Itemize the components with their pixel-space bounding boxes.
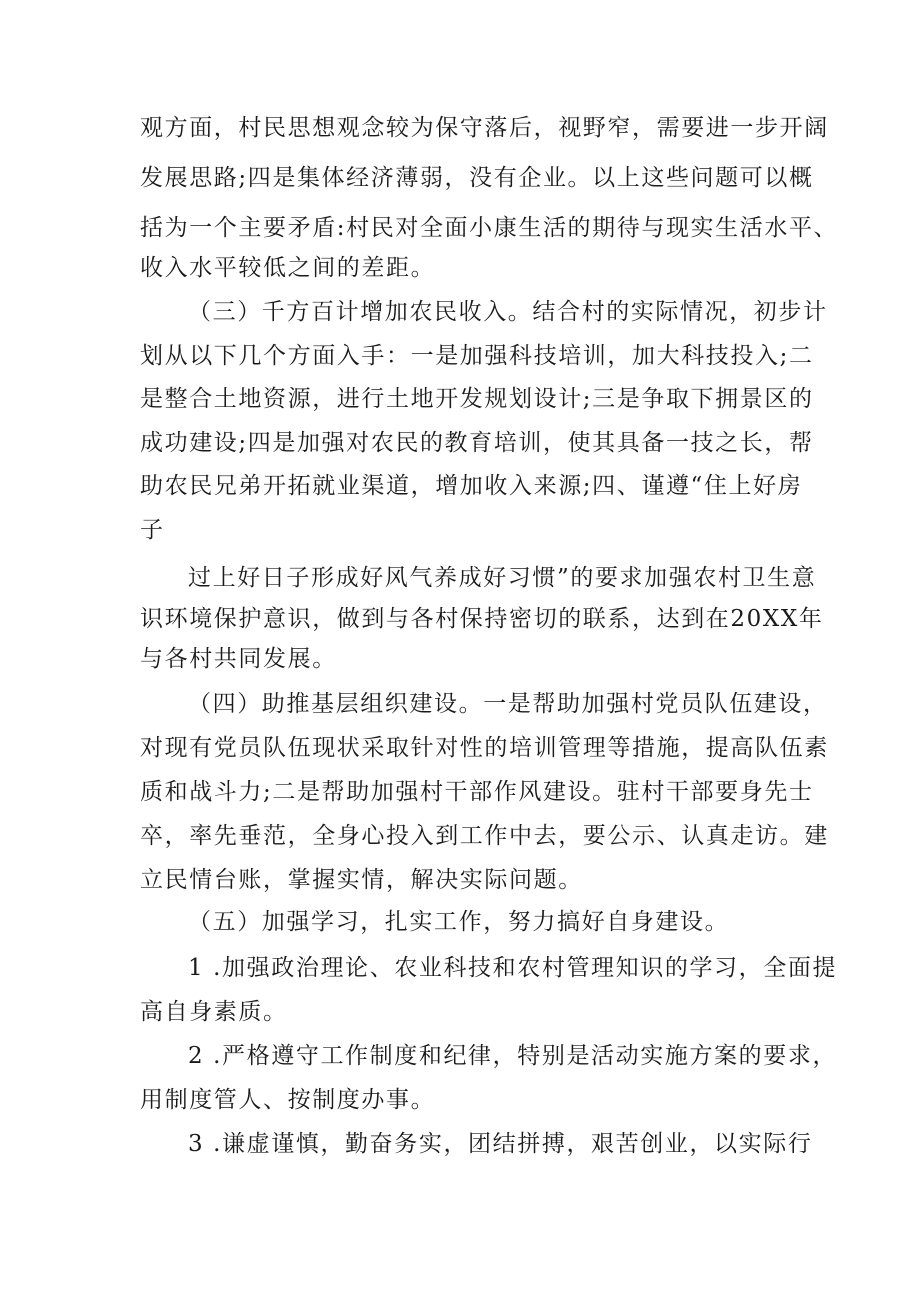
text-line: 发展思路;四是集体经济薄弱，没有企业。以上这些问题可以概 [140,165,814,191]
text-line: 立民情台账，掌握实情，解决实际问题。 [140,867,583,893]
paragraph-heading-4: （四）助推基层组织建设。一是帮助加强村党员队伍建设， [188,691,828,717]
text-line: 过上好日子形成好风气养成好习惯”的要求加强农村卫生意 [188,565,817,591]
list-item-3: 3 .谦虚谨慎，勤奋务实，团结拼搏，艰苦创业，以实际行 [188,1131,813,1157]
paragraph-heading-3: （三）千方百计增加农民收入。结合村的实际情况，初步计 [188,299,828,325]
text-line: 成功建设;四是加强对农民的教育培训，使其具备一技之长，帮 [140,430,814,456]
text-line: 收入水平较低之间的差距。 [140,255,436,281]
list-item-2: 2 .严格遵守工作制度和纪律，特别是活动实施方案的要求， [188,1043,838,1069]
paragraph-heading-5: （五）加强学习，扎实工作，努力搞好自身建设。 [188,909,730,935]
text-line: 括为一个主要矛盾:村民对全面小康生活的期待与现实生活水平、 [140,215,839,241]
list-item-1: 1 .加强政治理论、农业科技和农村管理知识的学习，全面提 [188,955,838,981]
text-line: 用制度管人、按制度办事。 [140,1087,436,1113]
text-line: 助农民兄弟开拓就业渠道，增加收入来源;四、谨遵“住上好房 [140,473,803,499]
text-line: 质和战斗力;二是帮助加强村干部作风建设。驻村干部要身先士 [140,779,814,805]
text-line: 观方面，村民思想观念较为保守落后，视野窄，需要进一步开阔 [140,115,829,141]
text-line: 与各村共同发展。 [140,646,337,672]
text-line: 高自身素质。 [140,999,288,1025]
text-line: 卒，率先垂范，全身心投入到工作中去，要公示、认真走访。建 [140,823,829,849]
text-line: 识环境保护意识，做到与各村保持密切的联系，达到在20XX年 [140,606,824,632]
text-line: 是整合土地资源，进行土地开发规划设计;三是争取下拥景区的 [140,386,814,412]
text-line: 对现有党员队伍现状采取针对性的培训管理等措施，提高队伍素 [140,735,829,761]
text-line: 划从以下几个方面入手：一是加强科技培训，加大科技投入;二 [140,343,814,369]
text-line: 子 [140,517,165,543]
